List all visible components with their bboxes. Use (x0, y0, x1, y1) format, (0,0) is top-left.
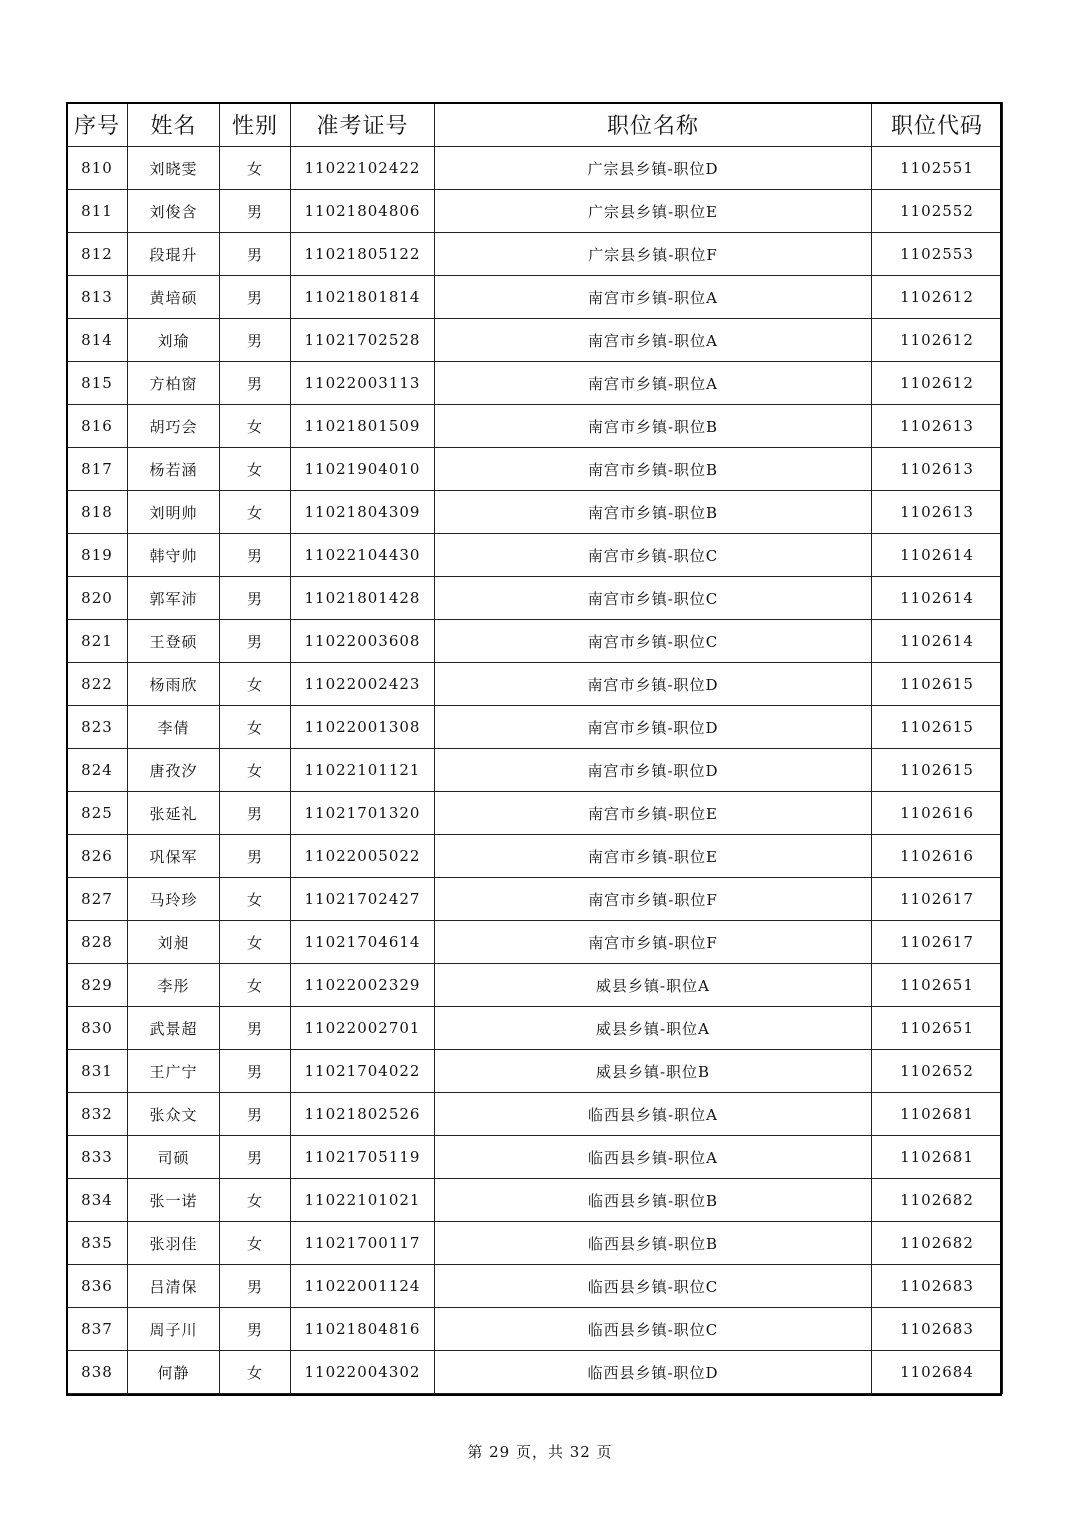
cell-position-name: 南宫市乡镇-职位C (435, 577, 872, 620)
cell-position-code: 1102617 (872, 921, 1003, 964)
cell-name: 何静 (128, 1351, 220, 1394)
cell-index: 819 (67, 534, 128, 577)
cell-name: 张众文 (128, 1093, 220, 1136)
cell-exam-number: 11021702427 (291, 878, 435, 921)
cell-position-code: 1102615 (872, 749, 1003, 792)
cell-position-code: 1102614 (872, 620, 1003, 663)
cell-name: 郭军沛 (128, 577, 220, 620)
table-row (67, 233, 1003, 276)
cell-position-name: 南宫市乡镇-职位A (435, 319, 872, 362)
cell-index: 827 (67, 878, 128, 921)
cell-exam-number: 11022002423 (291, 663, 435, 706)
cell-exam-number: 11022002329 (291, 964, 435, 1007)
cell-gender: 女 (220, 706, 291, 749)
cell-position-name: 威县乡镇-职位B (435, 1050, 872, 1093)
cell-gender: 男 (220, 1265, 291, 1308)
cell-position-name: 临西县乡镇-职位B (435, 1222, 872, 1265)
cell-gender: 女 (220, 405, 291, 448)
table-row (67, 878, 1003, 921)
cell-index: 834 (67, 1179, 128, 1222)
table-row (67, 620, 1003, 663)
cell-position-code: 1102614 (872, 534, 1003, 577)
cell-exam-number: 11021801814 (291, 276, 435, 319)
table-row (67, 964, 1003, 1007)
cell-name: 刘晓雯 (128, 147, 220, 190)
cell-index: 810 (67, 147, 128, 190)
cell-gender: 女 (220, 921, 291, 964)
cell-gender: 女 (220, 448, 291, 491)
cell-index: 818 (67, 491, 128, 534)
cell-position-code: 1102684 (872, 1351, 1003, 1394)
cell-position-name: 南宫市乡镇-职位D (435, 749, 872, 792)
cell-position-code: 1102683 (872, 1308, 1003, 1351)
cell-position-code: 1102552 (872, 190, 1003, 233)
cell-position-code: 1102651 (872, 1007, 1003, 1050)
cell-position-name: 南宫市乡镇-职位C (435, 620, 872, 663)
cell-position-name: 南宫市乡镇-职位E (435, 792, 872, 835)
cell-exam-number: 11022003113 (291, 362, 435, 405)
cell-index: 836 (67, 1265, 128, 1308)
cell-gender: 女 (220, 663, 291, 706)
cell-exam-number: 11022002701 (291, 1007, 435, 1050)
cell-exam-number: 11021700117 (291, 1222, 435, 1265)
cell-position-name: 南宫市乡镇-职位A (435, 276, 872, 319)
cell-index: 815 (67, 362, 128, 405)
cell-name: 张一诺 (128, 1179, 220, 1222)
cell-position-code: 1102616 (872, 792, 1003, 835)
cell-index: 838 (67, 1351, 128, 1394)
table-row (67, 147, 1003, 190)
cell-index: 812 (67, 233, 128, 276)
cell-position-name: 南宫市乡镇-职位C (435, 534, 872, 577)
cell-index: 831 (67, 1050, 128, 1093)
cell-exam-number: 11021704614 (291, 921, 435, 964)
table-row (67, 362, 1003, 405)
cell-name: 段琨升 (128, 233, 220, 276)
cell-position-code: 1102681 (872, 1093, 1003, 1136)
cell-exam-number: 11021701320 (291, 792, 435, 835)
cell-exam-number: 11021801509 (291, 405, 435, 448)
table-row (67, 921, 1003, 964)
cell-index: 826 (67, 835, 128, 878)
cell-gender: 男 (220, 534, 291, 577)
cell-name: 刘瑜 (128, 319, 220, 362)
cell-position-name: 南宫市乡镇-职位A (435, 362, 872, 405)
table-row (67, 405, 1003, 448)
header-gender: 性别 (220, 103, 291, 147)
cell-gender: 女 (220, 1222, 291, 1265)
cell-name: 王广宁 (128, 1050, 220, 1093)
cell-name: 刘昶 (128, 921, 220, 964)
cell-index: 825 (67, 792, 128, 835)
cell-index: 833 (67, 1136, 128, 1179)
cell-name: 胡巧会 (128, 405, 220, 448)
cell-position-name: 临西县乡镇-职位A (435, 1136, 872, 1179)
cell-exam-number: 11022001308 (291, 706, 435, 749)
cell-position-name: 南宫市乡镇-职位E (435, 835, 872, 878)
cell-index: 828 (67, 921, 128, 964)
table-row (67, 276, 1003, 319)
cell-index: 811 (67, 190, 128, 233)
cell-exam-number: 11021804806 (291, 190, 435, 233)
cell-position-name: 南宫市乡镇-职位D (435, 663, 872, 706)
table-row (67, 1265, 1003, 1308)
table-row (67, 448, 1003, 491)
cell-exam-number: 11021801428 (291, 577, 435, 620)
cell-gender: 女 (220, 749, 291, 792)
cell-gender: 男 (220, 362, 291, 405)
cell-name: 王登硕 (128, 620, 220, 663)
cell-exam-number: 11022102422 (291, 147, 435, 190)
table-row (67, 1093, 1003, 1136)
cell-index: 820 (67, 577, 128, 620)
cell-exam-number: 11022001124 (291, 1265, 435, 1308)
cell-name: 马玲珍 (128, 878, 220, 921)
cell-gender: 男 (220, 190, 291, 233)
cell-gender: 男 (220, 1136, 291, 1179)
cell-position-code: 1102612 (872, 362, 1003, 405)
cell-gender: 男 (220, 1093, 291, 1136)
cell-name: 武景超 (128, 1007, 220, 1050)
cell-position-name: 临西县乡镇-职位C (435, 1308, 872, 1351)
cell-gender: 男 (220, 792, 291, 835)
cell-index: 832 (67, 1093, 128, 1136)
cell-position-code: 1102652 (872, 1050, 1003, 1093)
cell-gender: 女 (220, 878, 291, 921)
cell-exam-number: 11021804816 (291, 1308, 435, 1351)
cell-position-code: 1102617 (872, 878, 1003, 921)
cell-position-code: 1102613 (872, 491, 1003, 534)
cell-name: 刘俊含 (128, 190, 220, 233)
cell-name: 刘明帅 (128, 491, 220, 534)
cell-exam-number: 11022005022 (291, 835, 435, 878)
cell-exam-number: 11022101021 (291, 1179, 435, 1222)
table-row (67, 663, 1003, 706)
cell-position-name: 临西县乡镇-职位A (435, 1093, 872, 1136)
cell-position-code: 1102683 (872, 1265, 1003, 1308)
cell-index: 814 (67, 319, 128, 362)
cell-position-name: 广宗县乡镇-职位F (435, 233, 872, 276)
cell-index: 813 (67, 276, 128, 319)
cell-name: 李彤 (128, 964, 220, 1007)
cell-name: 张延礼 (128, 792, 220, 835)
cell-position-name: 南宫市乡镇-职位D (435, 706, 872, 749)
table-row (67, 319, 1003, 362)
cell-gender: 男 (220, 1308, 291, 1351)
cell-index: 837 (67, 1308, 128, 1351)
header-row (67, 103, 1003, 147)
cell-index: 830 (67, 1007, 128, 1050)
cell-position-code: 1102614 (872, 577, 1003, 620)
cell-gender: 男 (220, 233, 291, 276)
table-row (67, 1308, 1003, 1351)
header-position-name: 职位名称 (435, 103, 872, 147)
cell-position-name: 临西县乡镇-职位C (435, 1265, 872, 1308)
cell-exam-number: 11022104430 (291, 534, 435, 577)
cell-index: 835 (67, 1222, 128, 1265)
cell-position-name: 威县乡镇-职位A (435, 964, 872, 1007)
cell-exam-number: 11022101121 (291, 749, 435, 792)
table-row (67, 1136, 1003, 1179)
page-footer: 第 29 页，共 32 页 (467, 1443, 613, 1461)
cell-position-name: 南宫市乡镇-职位B (435, 491, 872, 534)
cell-position-code: 1102612 (872, 319, 1003, 362)
cell-position-code: 1102612 (872, 276, 1003, 319)
table-row (67, 792, 1003, 835)
cell-name: 唐孜汐 (128, 749, 220, 792)
cell-name: 方柏窗 (128, 362, 220, 405)
table-row (67, 749, 1003, 792)
cell-position-code: 1102682 (872, 1222, 1003, 1265)
cell-position-name: 临西县乡镇-职位D (435, 1351, 872, 1394)
table-row (67, 1007, 1003, 1050)
cell-position-name: 南宫市乡镇-职位F (435, 921, 872, 964)
cell-exam-number: 11021702528 (291, 319, 435, 362)
table-row (67, 534, 1003, 577)
cell-position-name: 广宗县乡镇-职位E (435, 190, 872, 233)
cell-gender: 女 (220, 964, 291, 1007)
cell-exam-number: 11021705119 (291, 1136, 435, 1179)
cell-name: 张羽佳 (128, 1222, 220, 1265)
cell-exam-number: 11021802526 (291, 1093, 435, 1136)
cell-index: 816 (67, 405, 128, 448)
table-row (67, 706, 1003, 749)
table-row (67, 1351, 1003, 1394)
table-row (67, 1050, 1003, 1093)
header-index: 序号 (67, 103, 128, 147)
header-position-code: 职位代码 (872, 103, 1003, 147)
cell-position-code: 1102616 (872, 835, 1003, 878)
cell-position-code: 1102651 (872, 964, 1003, 1007)
cell-name: 巩保军 (128, 835, 220, 878)
table-body (67, 147, 1003, 1394)
cell-exam-number: 11021804309 (291, 491, 435, 534)
cell-index: 822 (67, 663, 128, 706)
cell-name: 周子川 (128, 1308, 220, 1351)
cell-name: 杨雨欣 (128, 663, 220, 706)
cell-gender: 男 (220, 577, 291, 620)
cell-exam-number: 11021704022 (291, 1050, 435, 1093)
header-exam-number: 准考证号 (291, 103, 435, 147)
table-row (67, 835, 1003, 878)
candidate-table (66, 102, 1003, 1394)
cell-gender: 女 (220, 147, 291, 190)
cell-gender: 男 (220, 835, 291, 878)
cell-position-name: 临西县乡镇-职位B (435, 1179, 872, 1222)
cell-position-code: 1102615 (872, 706, 1003, 749)
cell-gender: 女 (220, 1179, 291, 1222)
table-row (67, 491, 1003, 534)
cell-position-name: 广宗县乡镇-职位D (435, 147, 872, 190)
cell-name: 李倩 (128, 706, 220, 749)
cell-gender: 女 (220, 491, 291, 534)
cell-exam-number: 11021805122 (291, 233, 435, 276)
cell-position-code: 1102615 (872, 663, 1003, 706)
table-row (67, 190, 1003, 233)
cell-index: 823 (67, 706, 128, 749)
cell-position-code: 1102682 (872, 1179, 1003, 1222)
table-row (67, 1179, 1003, 1222)
header-name: 姓名 (128, 103, 220, 147)
cell-gender: 男 (220, 1050, 291, 1093)
cell-name: 杨若涵 (128, 448, 220, 491)
cell-position-code: 1102551 (872, 147, 1003, 190)
cell-gender: 男 (220, 319, 291, 362)
cell-index: 824 (67, 749, 128, 792)
cell-exam-number: 11022004302 (291, 1351, 435, 1394)
table-row (67, 577, 1003, 620)
cell-exam-number: 11022003608 (291, 620, 435, 663)
cell-index: 817 (67, 448, 128, 491)
cell-index: 821 (67, 620, 128, 663)
cell-position-name: 威县乡镇-职位A (435, 1007, 872, 1050)
cell-gender: 女 (220, 1351, 291, 1394)
cell-name: 韩守帅 (128, 534, 220, 577)
cell-exam-number: 11021904010 (291, 448, 435, 491)
cell-position-name: 南宫市乡镇-职位B (435, 405, 872, 448)
cell-gender: 男 (220, 276, 291, 319)
cell-position-name: 南宫市乡镇-职位B (435, 448, 872, 491)
cell-index: 829 (67, 964, 128, 1007)
cell-position-code: 1102613 (872, 448, 1003, 491)
cell-name: 黄培硕 (128, 276, 220, 319)
cell-gender: 男 (220, 620, 291, 663)
cell-position-name: 南宫市乡镇-职位F (435, 878, 872, 921)
cell-name: 司硕 (128, 1136, 220, 1179)
cell-position-code: 1102553 (872, 233, 1003, 276)
table-row (67, 1222, 1003, 1265)
cell-name: 吕清保 (128, 1265, 220, 1308)
cell-gender: 男 (220, 1007, 291, 1050)
cell-position-code: 1102613 (872, 405, 1003, 448)
cell-position-code: 1102681 (872, 1136, 1003, 1179)
